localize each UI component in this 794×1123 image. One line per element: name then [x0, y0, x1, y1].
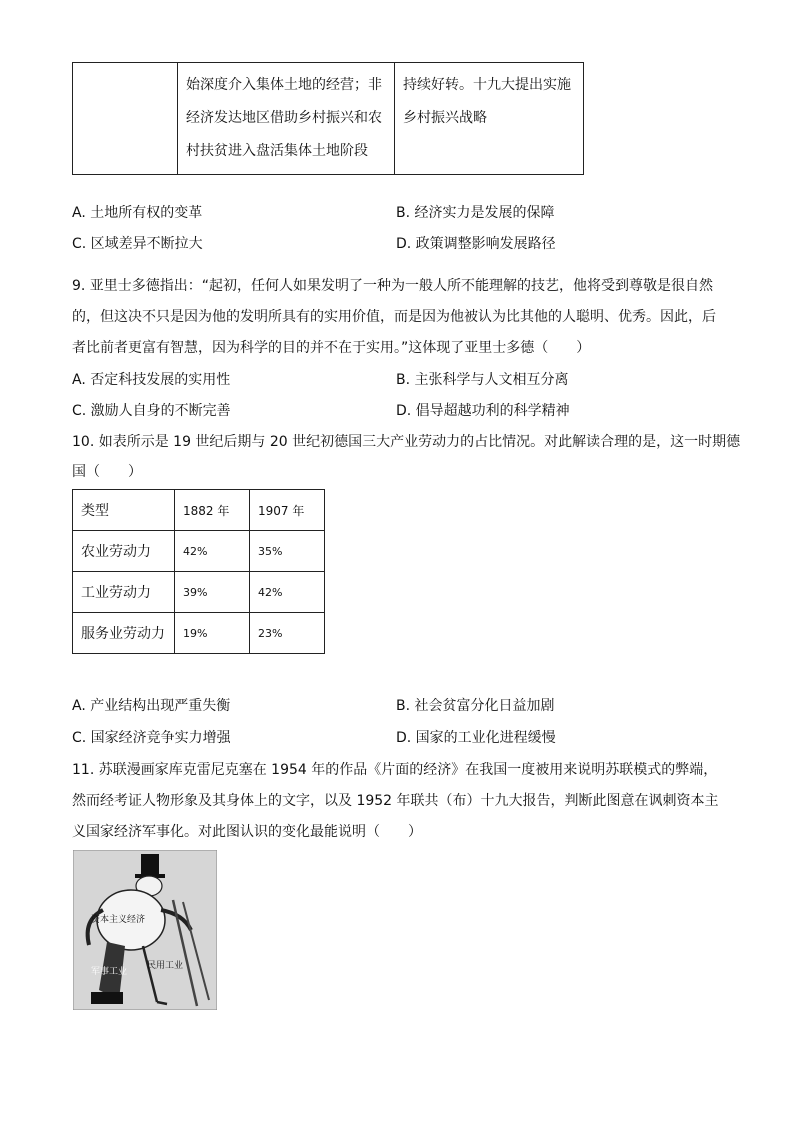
- q8-option-c[interactable]: C. 区域差异不断拉大: [72, 236, 203, 252]
- q8-option-d[interactable]: D. 政策调整影响发展路径: [396, 236, 556, 252]
- q9-stem-line: 的，但这决不只是因为他的发明所具有的实用价值，而是因为他被认为比其他的人聪明、优秀。因此，后: [72, 309, 716, 325]
- q10-option-b[interactable]: B. 社会贫富分化日益加剧: [396, 698, 555, 714]
- q9-option-c[interactable]: C. 激励人自身的不断完善: [72, 403, 231, 419]
- table-header-cell: 1907 年: [250, 490, 325, 531]
- table-cell-policy: [395, 63, 584, 175]
- table-cell: 35%: [250, 531, 325, 572]
- q10-stem-line: 国（ ）: [72, 464, 142, 480]
- table-cell: 42%: [175, 531, 250, 572]
- q9-stem-line: 9. 亚里士多德指出：“起初，任何人如果发明了一种为一般人所不能理解的技艺，他将受到尊敬是很自然: [72, 278, 714, 294]
- table-header-cell: 1882 年: [175, 490, 250, 531]
- cartoon-label-military-industry: 军事工业: [91, 967, 128, 977]
- q11-stem-line: 然而经考证人物形象及其身体上的文字，以及 1952 年联共（布）十九大报告，判断此图意在讽刺资本主: [72, 793, 719, 809]
- table-cell: 19%: [175, 613, 250, 654]
- continued-table: [72, 62, 584, 175]
- q10-option-d[interactable]: D. 国家的工业化进程缓慢: [396, 730, 556, 746]
- q10-option-a[interactable]: A. 产业结构出现严重失衡: [72, 698, 231, 714]
- cell-line: 乡村振兴战略: [403, 110, 487, 126]
- cell-line: 始深度介入集体土地的经营；非: [186, 77, 382, 93]
- cell-line: 经济发达地区借助乡村振兴和农: [186, 110, 382, 126]
- one-sided-economy-cartoon: [73, 850, 217, 1010]
- table-cell: 农业劳动力: [73, 531, 175, 572]
- cartoon-label-capitalist-economy: 资本主义经济: [91, 915, 146, 925]
- table-cell: 23%: [250, 613, 325, 654]
- table-header-cell: 类型: [73, 490, 175, 531]
- q9-option-d[interactable]: D. 倡导超越功利的科学精神: [396, 403, 570, 419]
- table-cell: 39%: [175, 572, 250, 613]
- q9-stem-line: 者比前者更富有智慧，因为科学的目的并不在于实用。”这体现了亚里士多德（ ）: [72, 340, 591, 356]
- cell-line: 持续好转。十九大提出实施: [403, 77, 571, 93]
- q9-option-a[interactable]: A. 否定科技发展的实用性: [72, 372, 231, 388]
- q10-option-c[interactable]: C. 国家经济竞争实力增强: [72, 730, 231, 746]
- table-row: [73, 572, 325, 613]
- q9-option-b[interactable]: B. 主张科学与人文相互分离: [396, 372, 569, 388]
- cartoon-label-civilian-industry: 民用工业: [147, 961, 184, 971]
- table-cell-empty: [73, 63, 178, 175]
- q11-stem-line: 11. 苏联漫画家库克雷尼克塞在 1954 年的作品《片面的经济》在我国一度被用来说明苏联模式的弊端，: [72, 762, 718, 778]
- q8-option-a[interactable]: A. 土地所有权的变革: [72, 205, 203, 221]
- table-cell: 42%: [250, 572, 325, 613]
- q8-option-b[interactable]: B. 经济实力是发展的保障: [396, 205, 555, 221]
- table-row: [73, 531, 325, 572]
- q11-stem-line: 义国家经济军事化。对此图认识的变化最能说明（ ）: [72, 824, 422, 840]
- q10-stem-line: 10. 如表所示是 19 世纪后期与 20 世纪初德国三大产业劳动力的占比情况。对此解读合理的是，这一时期德: [72, 434, 741, 450]
- cell-line: 村扶贫进入盘活集体土地阶段: [186, 143, 368, 159]
- table-row: [73, 613, 325, 654]
- table-cell: 服务业劳动力: [73, 613, 175, 654]
- table-header-row: [73, 490, 325, 531]
- labour-table: [72, 489, 325, 654]
- table-cell: 工业劳动力: [73, 572, 175, 613]
- table-cell-stage: [178, 63, 395, 175]
